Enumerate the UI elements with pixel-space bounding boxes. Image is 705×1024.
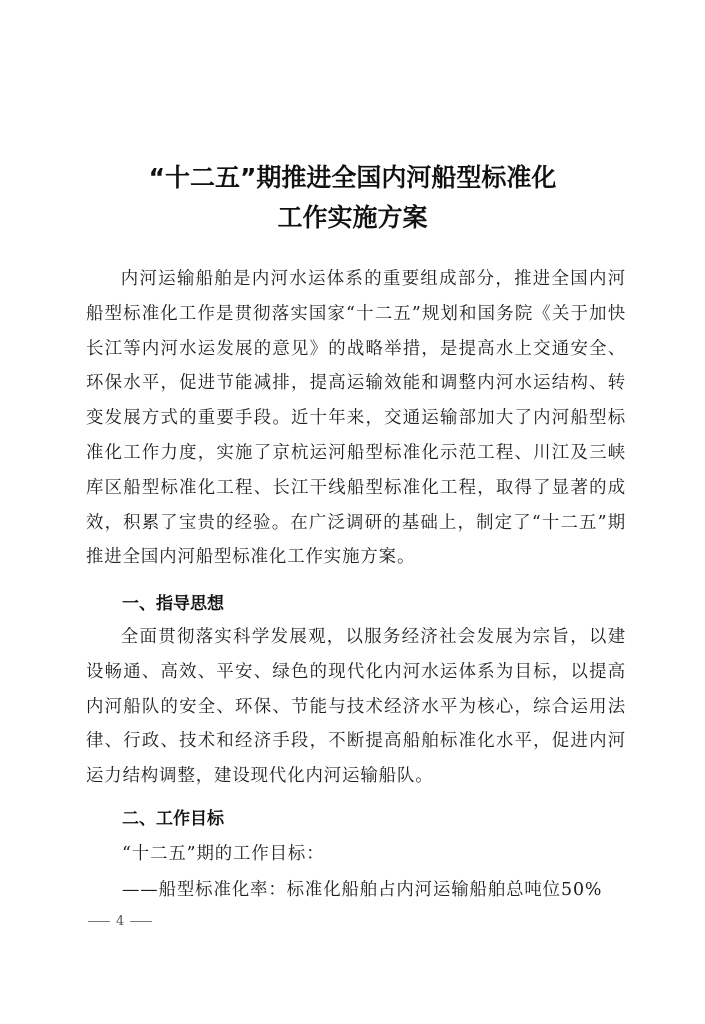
section-1-paragraph-block	[86, 620, 626, 794]
footer-dash-right	[130, 921, 152, 922]
section-2-line-1: “十二五”期的工作目标：	[122, 844, 325, 864]
page-footer	[88, 914, 152, 929]
page-number: 4	[116, 914, 125, 929]
document-title-line-1: “十二五”期推进全国内河船型标准化	[148, 163, 557, 192]
section-2-line-2: ——船型标准化率：标准化船舶占内河运输船舶总吨位50%	[122, 880, 603, 900]
section-1-paragraph: 全面贯彻落实科学发展观，以服务经济社会发展为宗旨，以建设畅通、高效、平安、绿色的现代化内河水运体系为目标，以提高内河船队的安全、环保、节能与技术经济水平为核心，综合运用法律、行政、技术和经济手段，不断提高船舶标准化水平，促进内河运力结构调整，建设现代化内河运输船队。	[86, 627, 626, 787]
footer-dash-left	[88, 921, 110, 922]
intro-paragraph: 内河运输船舶是内河水运体系的重要组成部分，推进全国内河船型标准化工作是贯彻落实国家“十二五”规划和国务院《关于加快长江等内河水运发展的意见》的战略举措，是提高水上交通安全、环保水平，促进节能减排，提高运输效能和调整内河水运结构、转变发展方式的重要手段。近十年来，交通运输部加大了内河船型标准化工作力度，实施了京杭运河船型标准化示范工程、川江及三峡库区船型标准化工程、长江干线船型标准化工程，取得了显著的成效，积累了宝贵的经验。在广泛调研的基础上，制定了“十二五”期推进全国内河船型标准化工作实施方案。	[86, 269, 626, 568]
document-title-line-2: 工作实施方案	[277, 203, 428, 232]
section-2-heading: 二、工作目标	[122, 809, 224, 829]
section-1-heading: 一、指导思想	[122, 594, 224, 614]
intro-paragraph-block	[86, 262, 626, 575]
